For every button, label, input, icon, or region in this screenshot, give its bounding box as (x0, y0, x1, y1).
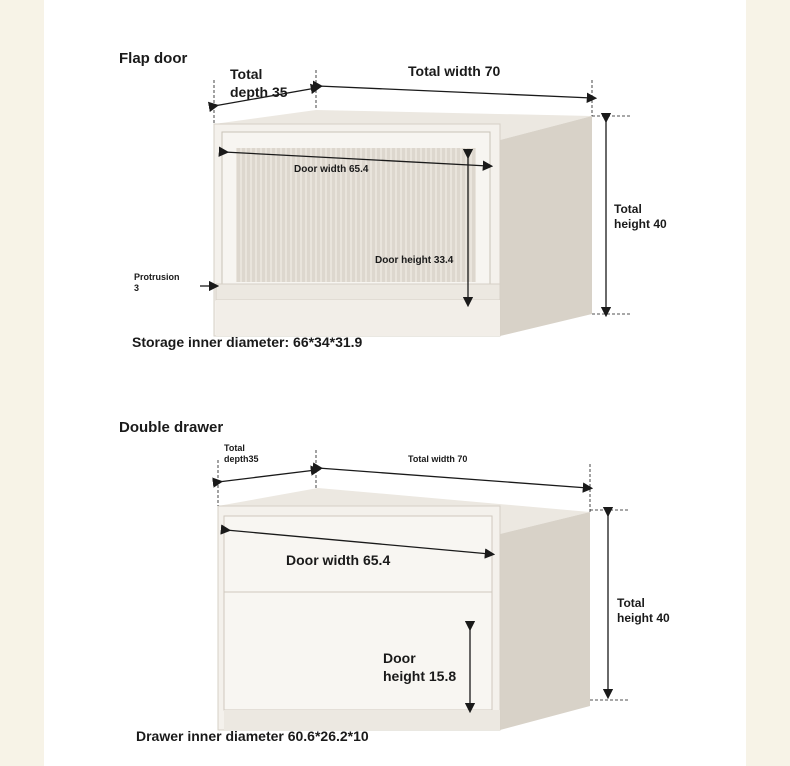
flap-total-height-label: Total height 40 (614, 202, 667, 231)
double-drawer-title: Double drawer (119, 419, 224, 436)
flap-door-height-label: Door height 33.4 (375, 255, 454, 266)
drawer-total-height-label: Total height 40 (617, 596, 670, 625)
flap-door-cabinet (214, 110, 592, 336)
drawer-door-height-label: Door height 15.8 (383, 650, 457, 684)
flap-protrusion-label: Protrusion 3 (134, 272, 180, 294)
flap-door-width-label: Door width 65.4 (294, 164, 369, 175)
flap-door-title: Flap door (119, 50, 188, 67)
flap-total-width-label: Total width 70 (408, 63, 501, 79)
drawer-total-width-label: Total width 70 (408, 454, 468, 464)
drawer-door-width-label: Door width 65.4 (286, 552, 391, 568)
drawer-total-depth-label: Total depth35 (224, 443, 259, 465)
flap-total-depth-label: Total depth 35 (230, 66, 288, 100)
flap-inner-diameter-label: Storage inner diameter: 66*34*31.9 (132, 334, 363, 350)
double-drawer-cabinet (218, 488, 590, 730)
drawer-inner-diameter-label: Drawer inner diameter 60.6*26.2*10 (136, 728, 369, 744)
